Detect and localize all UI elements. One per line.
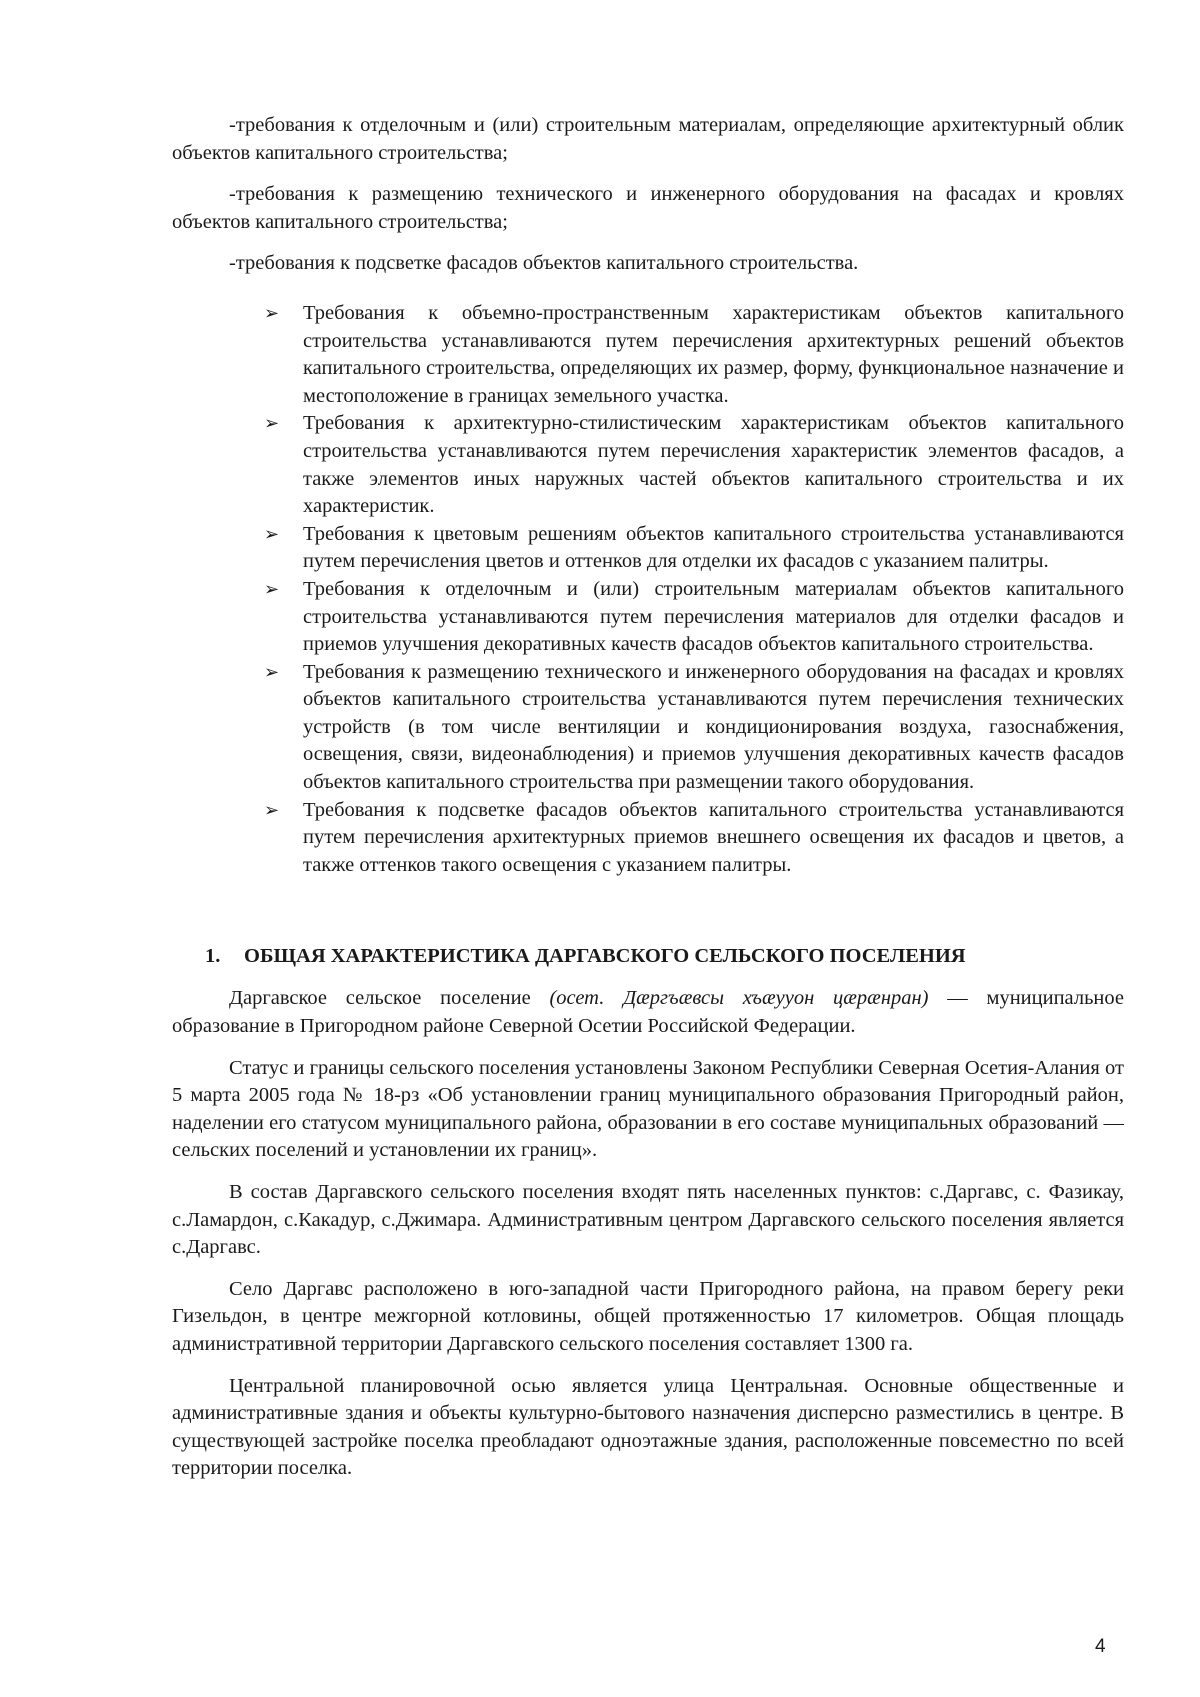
section-title: ОБЩАЯ ХАРАКТЕРИСТИКА ДАРГАВСКОГО СЕЛЬСКОГО ПОСЕЛЕНИЯ <box>244 945 966 968</box>
paragraph-settlements: В состав Даргавского сельского поселения входят пять населенных пунктов: с.Даргавс, с. Фазикау, с.Ламардон, с.Какадур, с.Джимара. Административным центром Даргавского сельского поселения является с.Даргавс. <box>172 1181 1124 1259</box>
arrow-bullet-icon: ➢ <box>264 302 280 324</box>
bullet-text: Требования к объемно-пространственным характеристикам объектов капитального строительства устанавливаются путем перечисления архитектурных решений объектов капитального строительства, определяющих их размер, форму, функциональное назначение и местоположение в границах земельного участка. <box>303 301 1124 407</box>
paragraph-status: Статус и границы сельского поселения установлены Законом Республики Северная Осетия-Алания от 5 марта 2005 года № 18-рз «Об установлении границ муниципального образования Пригородный район, наделении его статусом муниципального района, образовании в его составе муниципальных образований — сельских поселений и установлении их границ». <box>172 1056 1124 1162</box>
requirements-bullet-list <box>172 300 1124 879</box>
paragraph-location: Село Даргавс расположено в юго-западной части Пригородного района, на правом берегу реки Гизельдон, в центре межгорной котловины, общей протяженностью 17 километров. Общая площадь административной территории Даргавского сельского поселения составляет 1300 га. <box>172 1277 1124 1355</box>
requirement-line-1: -требования к отделочным и (или) строительным материалам, определяющие архитектурный облик объектов капитального строительства; <box>172 114 1124 164</box>
bullet-text: Требования к размещению технического и инженерного оборудования на фасадах и кровлях объектов капитального строительства устанавливаются путем перечисления технических устройств (в том числе вентиляции и кондиционирования воздуха, газоснабжения, освещения, связи, видеонаблюдения) и приемов улучшения декоративных качеств фасадов объектов капитального строительства при размещении такого оборудования. <box>303 660 1124 794</box>
list-item <box>264 576 1124 659</box>
bullet-text: Требования к архитектурно-стилистическим характеристикам объектов капитального строительства устанавливаются путем перечисления характеристик элементов фасадов, а также элементов иных наружных частей объектов капитального строительства и их характеристик. <box>303 412 1124 518</box>
requirement-line-3: -требования к подсветке фасадов объектов капитального строительства. <box>229 252 859 275</box>
intro-text-after: — муниципальное образование в Пригородном районе Северной Осетии Российской Федерации. <box>172 987 1124 1038</box>
ossetian-name: (осет. Дæргъæвсы хъæууон цæрæнран) <box>549 987 929 1010</box>
intro-paragraph <box>172 985 1124 1040</box>
bullet-text: Требования к цветовым решениям объектов капитального строительства устанавливаются путем перечисления цветов и оттенков для отделки их фасадов с указанием палитры. <box>303 522 1124 573</box>
list-item <box>264 300 1124 410</box>
arrow-bullet-icon: ➢ <box>264 413 280 435</box>
bullet-text: Требования к отделочным и (или) строительным материалам объектов капитального строительства устанавливаются путем перечисления материалов для отделки фасадов и приемов улучшения декоративных качеств фасадов объектов капитального строительства. <box>303 577 1124 656</box>
arrow-bullet-icon: ➢ <box>264 661 280 683</box>
section-heading <box>172 942 1124 970</box>
requirement-line-2: -требования к размещению технического и инженерного оборудования на фасадах и кровлях объектов капитального строительства; <box>172 183 1124 233</box>
arrow-bullet-icon: ➢ <box>264 523 280 545</box>
list-item <box>264 659 1124 797</box>
page-number: 4 <box>1095 1636 1106 1657</box>
list-item <box>264 521 1124 576</box>
bullet-text: Требования к подсветке фасадов объектов капитального строительства устанавливаются путем перечисления архитектурных приемов внешнего освещения их фасадов и цветов, а также оттенков такого освещения с указанием палитры. <box>303 798 1124 876</box>
document-page <box>172 112 1124 1483</box>
paragraph-planning: Центральной планировочной осью является улица Центральная. Основные общественные и административные здания и объекты культурно-бытового назначения дисперсно разместились в центре. В существующей застройке поселка преобладают одноэтажные здания, расположенные повсеместно по всей территории поселка. <box>172 1374 1124 1480</box>
arrow-bullet-icon: ➢ <box>264 578 280 600</box>
list-item <box>264 410 1124 520</box>
intro-text-before: Даргавское сельское поселение <box>229 987 550 1010</box>
arrow-bullet-icon: ➢ <box>264 799 280 821</box>
section-number: 1. <box>205 945 221 968</box>
list-item <box>264 797 1124 880</box>
